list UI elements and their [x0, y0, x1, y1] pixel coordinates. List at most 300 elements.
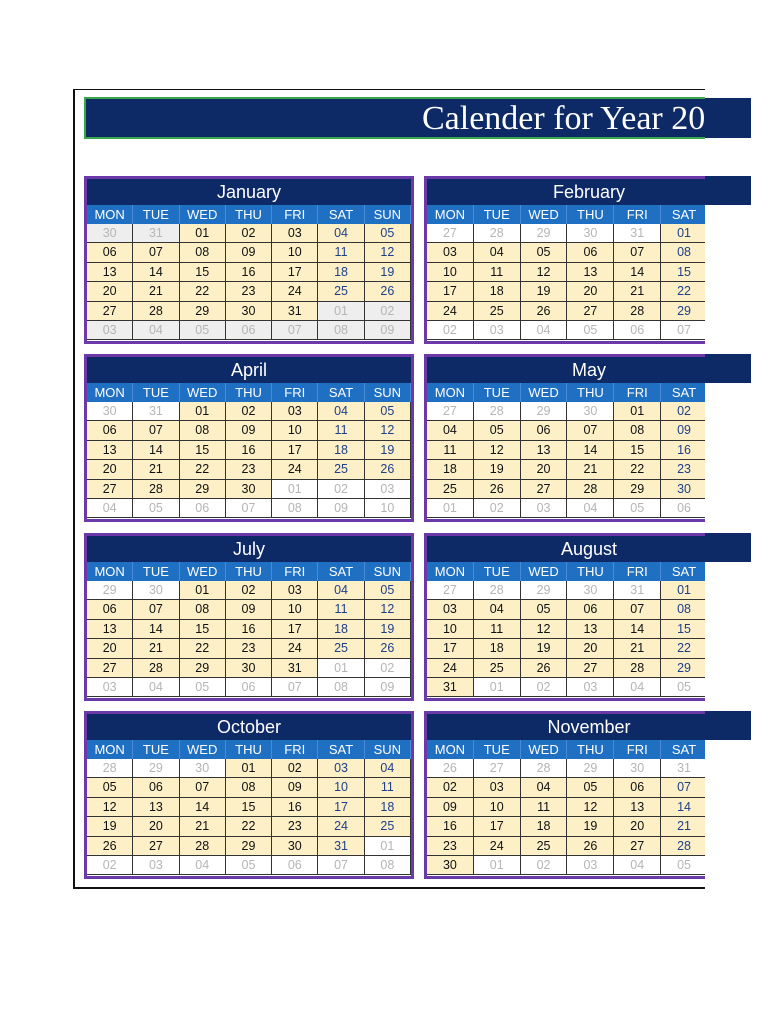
day-cell: 18: [365, 798, 411, 817]
weekday-label: MON: [427, 740, 474, 759]
day-cell: 17: [272, 441, 318, 460]
day-cell: 12: [474, 441, 521, 460]
day-cell: 28: [614, 302, 661, 321]
day-cell: 05: [661, 856, 708, 875]
day-cell: 05: [474, 421, 521, 440]
weekday-header: [427, 740, 708, 759]
day-cell: 28: [474, 581, 521, 600]
day-cell: 07: [661, 321, 708, 340]
day-cell: 20: [521, 460, 568, 479]
month-november: [424, 711, 708, 879]
day-cell: 28: [87, 759, 133, 778]
week-row: [87, 639, 411, 658]
day-cell: 22: [226, 817, 272, 836]
weekday-label: MON: [427, 383, 474, 402]
day-cell: 12: [567, 798, 614, 817]
day-cell: 20: [87, 639, 133, 658]
week-row: [427, 441, 708, 460]
day-cell: 04: [133, 321, 179, 340]
weekday-label: WED: [521, 562, 568, 581]
day-cell: 26: [567, 837, 614, 856]
day-cell: 02: [226, 581, 272, 600]
day-cell: 05: [365, 224, 411, 243]
weekday-label: WED: [180, 383, 226, 402]
week-row: [427, 600, 708, 619]
day-cell: 06: [661, 499, 708, 518]
day-cell: 14: [614, 263, 661, 282]
day-cell: 25: [365, 817, 411, 836]
day-cell: 25: [474, 302, 521, 321]
weekday-label: MON: [87, 205, 133, 224]
day-cell: 04: [474, 243, 521, 262]
week-row: [87, 243, 411, 262]
day-cell: 24: [427, 659, 474, 678]
day-cell: 09: [365, 678, 411, 697]
day-cell: 11: [318, 243, 364, 262]
day-cell: 14: [614, 620, 661, 639]
day-cell: 13: [87, 441, 133, 460]
day-cell: 29: [614, 480, 661, 499]
day-cell: 27: [87, 302, 133, 321]
day-cell: 15: [180, 441, 226, 460]
day-cell: 26: [427, 759, 474, 778]
overflow-tab: [705, 98, 751, 138]
day-cell: 08: [272, 499, 318, 518]
day-cell: 04: [521, 321, 568, 340]
day-cell: 17: [272, 263, 318, 282]
weekday-label: FRI: [272, 383, 318, 402]
day-cell: 11: [318, 421, 364, 440]
weekday-label: SAT: [318, 740, 364, 759]
day-cell: 13: [87, 620, 133, 639]
month-may: [424, 354, 708, 522]
day-cell: 31: [318, 837, 364, 856]
day-cell: 06: [567, 600, 614, 619]
day-cell: 09: [427, 798, 474, 817]
day-cell: 16: [661, 441, 708, 460]
week-row: [427, 480, 708, 499]
day-cell: 12: [365, 600, 411, 619]
weekday-label: FRI: [272, 562, 318, 581]
day-cell: 01: [365, 837, 411, 856]
day-cell: 08: [318, 678, 364, 697]
day-cell: 11: [521, 798, 568, 817]
day-cell: 06: [272, 856, 318, 875]
day-cell: 16: [226, 263, 272, 282]
day-cell: 08: [180, 421, 226, 440]
day-cell: 05: [567, 778, 614, 797]
day-cell: 31: [614, 581, 661, 600]
day-cell: 24: [474, 837, 521, 856]
day-cell: 23: [272, 817, 318, 836]
day-cell: 03: [567, 678, 614, 697]
day-cell: 14: [661, 798, 708, 817]
month-name: November: [427, 714, 708, 740]
day-cell: 04: [614, 678, 661, 697]
day-cell: 30: [272, 837, 318, 856]
day-cell: 07: [614, 243, 661, 262]
day-cell: 31: [133, 402, 179, 421]
day-cell: 03: [427, 243, 474, 262]
week-row: [87, 499, 411, 518]
weekday-label: TUE: [474, 205, 521, 224]
day-cell: 10: [427, 263, 474, 282]
day-cell: 18: [474, 282, 521, 301]
week-row: [87, 282, 411, 301]
weekday-label: SAT: [661, 383, 708, 402]
day-cell: 27: [567, 302, 614, 321]
weekday-label: THU: [226, 205, 272, 224]
day-cell: 20: [567, 639, 614, 658]
day-cell: 02: [365, 302, 411, 321]
day-cell: 16: [427, 817, 474, 836]
weekday-label: FRI: [614, 205, 661, 224]
overflow-tab: [705, 533, 751, 562]
day-cell: 10: [272, 243, 318, 262]
day-cell: 25: [318, 639, 364, 658]
day-cell: 30: [567, 402, 614, 421]
day-cell: 28: [614, 659, 661, 678]
month-january: [84, 176, 414, 344]
day-cell: 04: [318, 581, 364, 600]
day-cell: 22: [614, 460, 661, 479]
day-cell: 29: [521, 402, 568, 421]
day-cell: 29: [661, 302, 708, 321]
weekday-label: SUN: [365, 740, 411, 759]
day-cell: 11: [427, 441, 474, 460]
weekday-label: FRI: [614, 740, 661, 759]
week-row: [87, 798, 411, 817]
day-cell: 25: [318, 460, 364, 479]
day-cell: 24: [272, 282, 318, 301]
weekday-header: [427, 562, 708, 581]
day-cell: 12: [521, 263, 568, 282]
day-cell: 05: [521, 600, 568, 619]
day-cell: 08: [226, 778, 272, 797]
day-cell: 07: [226, 499, 272, 518]
day-cell: 21: [180, 817, 226, 836]
day-cell: 28: [133, 480, 179, 499]
day-cell: 27: [567, 659, 614, 678]
day-cell: 19: [365, 441, 411, 460]
day-cell: 01: [427, 499, 474, 518]
day-cell: 26: [365, 460, 411, 479]
day-cell: 03: [133, 856, 179, 875]
day-cell: 03: [272, 581, 318, 600]
weekday-label: WED: [180, 205, 226, 224]
day-cell: 12: [365, 421, 411, 440]
day-cell: 09: [365, 321, 411, 340]
week-row: [427, 243, 708, 262]
month-name: May: [427, 357, 708, 383]
day-cell: 28: [521, 759, 568, 778]
week-row: [87, 620, 411, 639]
day-cell: 04: [521, 778, 568, 797]
week-row: [427, 678, 708, 697]
day-cell: 01: [180, 581, 226, 600]
day-cell: 21: [133, 460, 179, 479]
day-cell: 02: [365, 659, 411, 678]
day-cell: 07: [272, 678, 318, 697]
day-cell: 16: [226, 441, 272, 460]
day-cell: 01: [226, 759, 272, 778]
day-cell: 08: [180, 600, 226, 619]
day-cell: 30: [226, 659, 272, 678]
day-cell: 01: [272, 480, 318, 499]
day-cell: 05: [614, 499, 661, 518]
weekday-label: TUE: [133, 383, 179, 402]
day-cell: 21: [614, 282, 661, 301]
overflow-tab: [705, 354, 751, 383]
day-cell: 28: [133, 302, 179, 321]
day-cell: 23: [427, 837, 474, 856]
day-cell: 27: [87, 480, 133, 499]
day-cell: 17: [318, 798, 364, 817]
day-cell: 09: [226, 600, 272, 619]
weekday-label: MON: [427, 205, 474, 224]
day-cell: 07: [133, 600, 179, 619]
day-cell: 29: [521, 581, 568, 600]
month-name: July: [87, 536, 411, 562]
weekday-label: FRI: [272, 205, 318, 224]
day-cell: 18: [427, 460, 474, 479]
week-row: [427, 659, 708, 678]
week-row: [427, 224, 708, 243]
day-cell: 18: [474, 639, 521, 658]
week-row: [87, 856, 411, 875]
weekday-label: SAT: [661, 740, 708, 759]
day-cell: 13: [133, 798, 179, 817]
day-cell: 08: [661, 600, 708, 619]
day-cell: 30: [614, 759, 661, 778]
day-cell: 04: [614, 856, 661, 875]
day-cell: 22: [661, 282, 708, 301]
month-august: [424, 533, 708, 701]
day-cell: 02: [521, 856, 568, 875]
day-cell: 17: [427, 639, 474, 658]
day-cell: 03: [567, 856, 614, 875]
day-cell: 03: [427, 600, 474, 619]
day-cell: 15: [661, 620, 708, 639]
month-name: August: [427, 536, 708, 562]
weekday-label: SAT: [661, 205, 708, 224]
month-name: October: [87, 714, 411, 740]
week-row: [87, 402, 411, 421]
week-row: [87, 817, 411, 836]
weekday-label: TUE: [474, 740, 521, 759]
week-row: [427, 402, 708, 421]
weekday-label: SAT: [318, 383, 364, 402]
day-cell: 13: [87, 263, 133, 282]
day-cell: 25: [318, 282, 364, 301]
day-cell: 03: [474, 321, 521, 340]
day-cell: 02: [474, 499, 521, 518]
day-cell: 11: [365, 778, 411, 797]
day-cell: 11: [474, 620, 521, 639]
week-row: [427, 759, 708, 778]
day-cell: 12: [365, 243, 411, 262]
day-cell: 27: [614, 837, 661, 856]
weekday-label: THU: [567, 383, 614, 402]
day-cell: 05: [365, 402, 411, 421]
day-cell: 13: [521, 441, 568, 460]
day-cell: 09: [272, 778, 318, 797]
day-cell: 06: [87, 243, 133, 262]
day-cell: 11: [474, 263, 521, 282]
weekday-label: SAT: [318, 205, 364, 224]
day-cell: 07: [661, 778, 708, 797]
day-cell: 02: [521, 678, 568, 697]
week-row: [427, 798, 708, 817]
day-cell: 01: [180, 224, 226, 243]
day-cell: 11: [318, 600, 364, 619]
day-cell: 01: [474, 678, 521, 697]
day-cell: 03: [318, 759, 364, 778]
day-cell: 03: [272, 224, 318, 243]
day-cell: 09: [226, 421, 272, 440]
weekday-label: THU: [226, 562, 272, 581]
week-row: [427, 581, 708, 600]
day-cell: 03: [272, 402, 318, 421]
day-cell: 26: [365, 282, 411, 301]
day-cell: 30: [87, 224, 133, 243]
day-cell: 25: [521, 837, 568, 856]
day-cell: 06: [133, 778, 179, 797]
weekday-label: WED: [521, 740, 568, 759]
day-cell: 21: [133, 282, 179, 301]
weekday-label: TUE: [133, 562, 179, 581]
weekday-label: WED: [521, 383, 568, 402]
day-cell: 28: [567, 480, 614, 499]
day-cell: 23: [661, 460, 708, 479]
day-cell: 21: [661, 817, 708, 836]
day-cell: 30: [427, 856, 474, 875]
day-cell: 01: [661, 224, 708, 243]
day-cell: 30: [87, 402, 133, 421]
day-cell: 06: [614, 321, 661, 340]
week-row: [427, 856, 708, 875]
day-cell: 25: [427, 480, 474, 499]
day-cell: 13: [614, 798, 661, 817]
day-cell: 10: [474, 798, 521, 817]
day-cell: 30: [567, 581, 614, 600]
day-cell: 31: [272, 302, 318, 321]
weekday-header: [87, 205, 411, 224]
day-cell: 26: [365, 639, 411, 658]
day-cell: 16: [272, 798, 318, 817]
day-cell: 01: [614, 402, 661, 421]
week-row: [427, 302, 708, 321]
day-cell: 04: [318, 224, 364, 243]
day-cell: 05: [521, 243, 568, 262]
day-cell: 08: [318, 321, 364, 340]
day-cell: 19: [521, 282, 568, 301]
day-cell: 27: [427, 224, 474, 243]
weekday-label: WED: [180, 562, 226, 581]
day-cell: 30: [180, 759, 226, 778]
day-cell: 15: [661, 263, 708, 282]
day-cell: 05: [226, 856, 272, 875]
weekday-label: SUN: [365, 562, 411, 581]
weekday-label: MON: [87, 383, 133, 402]
weekday-label: THU: [567, 740, 614, 759]
weekday-label: THU: [226, 740, 272, 759]
day-cell: 06: [87, 600, 133, 619]
week-row: [87, 659, 411, 678]
day-cell: 29: [180, 659, 226, 678]
day-cell: 26: [87, 837, 133, 856]
day-cell: 17: [474, 817, 521, 836]
day-cell: 15: [180, 620, 226, 639]
day-cell: 27: [87, 659, 133, 678]
weekday-label: FRI: [614, 562, 661, 581]
day-cell: 22: [661, 639, 708, 658]
day-cell: 30: [661, 480, 708, 499]
day-cell: 20: [87, 282, 133, 301]
day-cell: 14: [567, 441, 614, 460]
weekday-label: MON: [427, 562, 474, 581]
week-row: [427, 837, 708, 856]
day-cell: 10: [272, 421, 318, 440]
day-cell: 05: [87, 778, 133, 797]
day-cell: 12: [87, 798, 133, 817]
day-cell: 02: [226, 402, 272, 421]
week-row: [427, 282, 708, 301]
day-cell: 22: [180, 639, 226, 658]
weekday-header: [427, 383, 708, 402]
day-cell: 07: [133, 421, 179, 440]
week-row: [87, 778, 411, 797]
week-row: [87, 600, 411, 619]
weekday-label: TUE: [133, 205, 179, 224]
day-cell: 24: [272, 639, 318, 658]
day-cell: 22: [180, 282, 226, 301]
day-cell: 14: [133, 263, 179, 282]
page-title: Calender for Year 20: [422, 100, 706, 137]
day-cell: 07: [614, 600, 661, 619]
weekday-label: FRI: [614, 383, 661, 402]
weekday-label: SUN: [365, 205, 411, 224]
day-cell: 15: [226, 798, 272, 817]
day-cell: 17: [272, 620, 318, 639]
day-cell: 07: [272, 321, 318, 340]
day-cell: 22: [180, 460, 226, 479]
day-cell: 02: [272, 759, 318, 778]
day-cell: 19: [567, 817, 614, 836]
day-cell: 05: [661, 678, 708, 697]
day-cell: 19: [474, 460, 521, 479]
day-cell: 04: [365, 759, 411, 778]
day-cell: 08: [365, 856, 411, 875]
weekday-header: [87, 740, 411, 759]
day-cell: 08: [180, 243, 226, 262]
week-row: [427, 321, 708, 340]
day-cell: 01: [318, 659, 364, 678]
week-row: [87, 581, 411, 600]
day-cell: 08: [661, 243, 708, 262]
day-cell: 29: [87, 581, 133, 600]
day-cell: 20: [133, 817, 179, 836]
week-row: [427, 778, 708, 797]
day-cell: 04: [567, 499, 614, 518]
day-cell: 01: [180, 402, 226, 421]
weekday-header: [427, 205, 708, 224]
day-cell: 30: [226, 302, 272, 321]
day-cell: 28: [474, 224, 521, 243]
day-cell: 29: [661, 659, 708, 678]
day-cell: 30: [133, 581, 179, 600]
day-cell: 19: [87, 817, 133, 836]
